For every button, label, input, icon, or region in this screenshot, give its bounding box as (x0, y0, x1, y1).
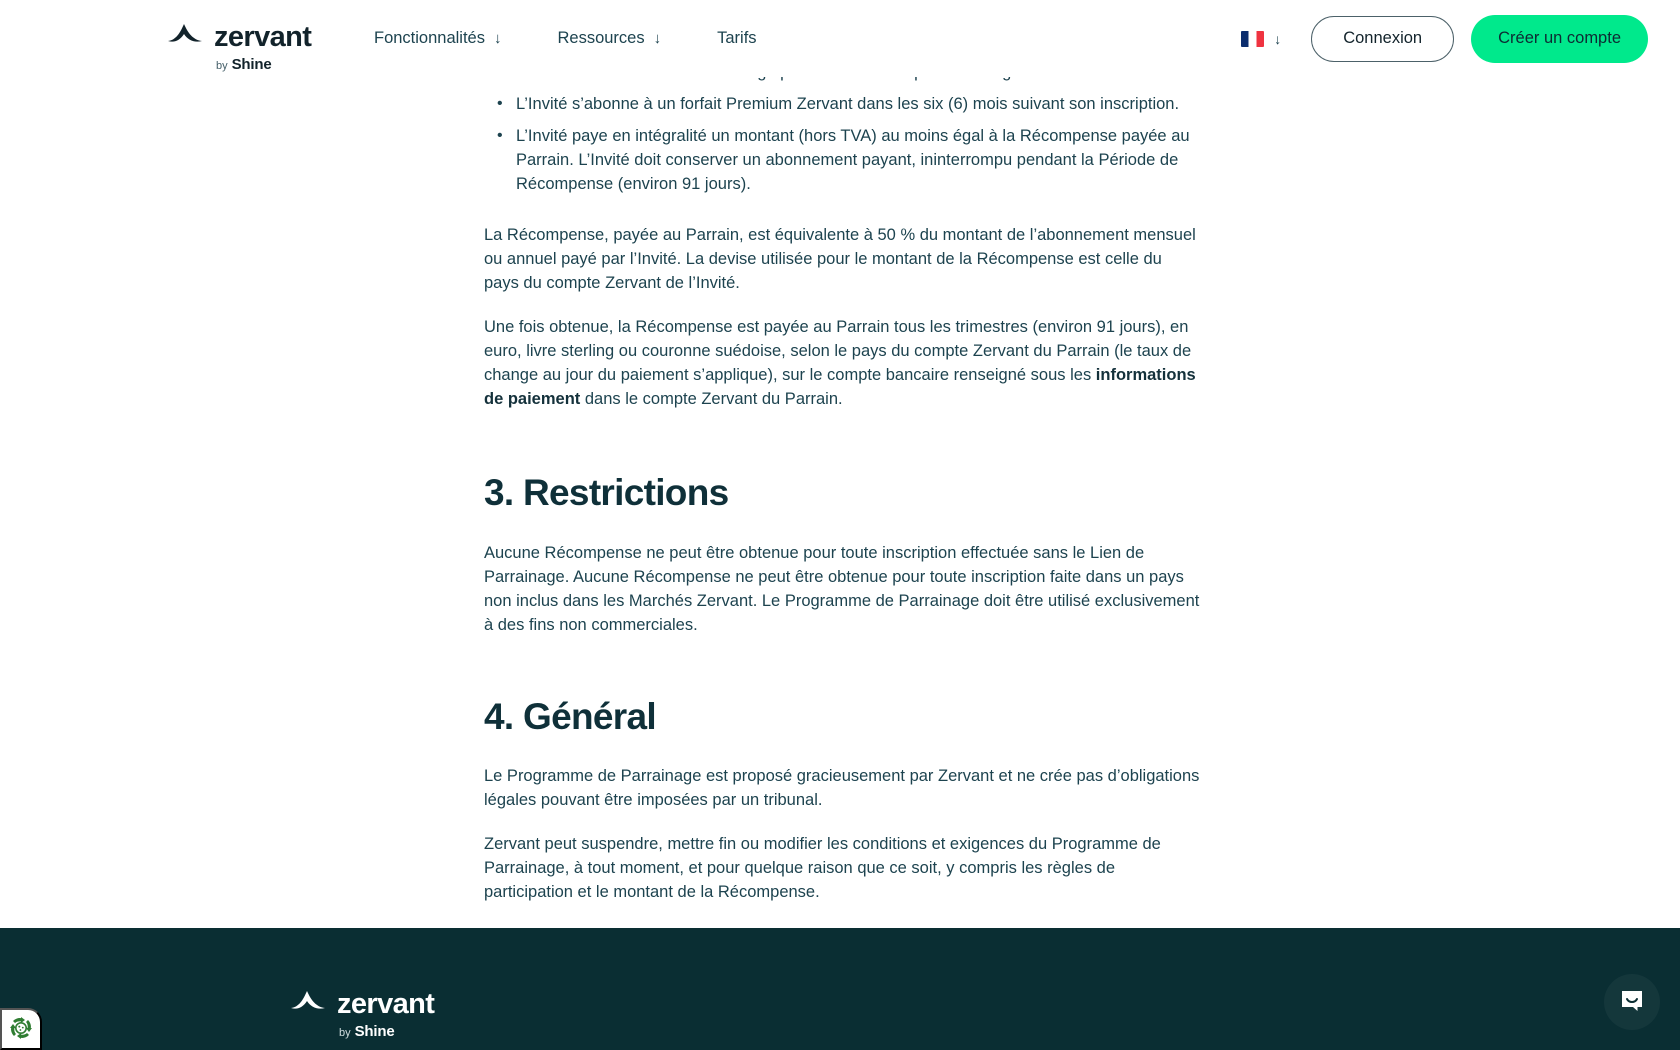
nav-label: Fonctionnalités (374, 29, 485, 47)
logo-wordmark: zervant (214, 21, 312, 53)
payout-text-post: dans le compte Zervant du Parrain. (580, 390, 843, 408)
chevron-down-icon: ↓ (1274, 30, 1282, 47)
section-title-general: 4. Général (484, 695, 656, 737)
site-header (0, 0, 1680, 77)
cookie-consent-icon (7, 1014, 35, 1045)
nav-label: Tarifs (717, 29, 757, 47)
paragraph-general-2: Zervant peut suspendre, mettre fin ou modifier les conditions et exigences du Programme de Parrainage, à tout moment, et pour quelque raison que ce soit, y compris les règles de participation et le montant de la Récompense. (484, 835, 1161, 902)
payout-text-pre: Une fois obtenue, la Récompense est payée au Parrain tous les trimestres (environ 91 jours), en euro, livre sterling ou couronne suédoise, selon le pays du compte Zervant du Parrain (le taux de change au jour du paiement s’applique), sur le compte bancaire renseigné sous les (484, 318, 1192, 384)
footer-logo-sub (339, 1023, 394, 1040)
paragraph-reward: La Récompense, payée au Parrain, est équivalente à 50 % du montant de l’abonnement mensuel ou annuel payé par l’Invité. La devise utilisée pour le montant de la Récompense est celle du pays du compte Zervant de l’Invité. (484, 226, 1196, 292)
header-actions (1241, 0, 1648, 77)
paragraph-payout (484, 315, 1200, 411)
conditions-list (484, 60, 1200, 196)
main-navigation (374, 0, 757, 77)
nav-label: Ressources (557, 29, 645, 47)
paragraph-restrictions: Aucune Récompense ne peut être obtenue pour toute inscription effectuée sans le Lien de Parrainage. Aucune Récompense ne peut être obtenue pour toute inscription faite dans un pays non inclus dans les Marchés Zervant. Le Programme de Parrainage doit être utilisé exclusivement à des fins non commerciales. (484, 543, 1200, 634)
footer-logo-zervant-by-shine[interactable] (289, 987, 434, 1040)
signup-button[interactable]: Créer un compte (1471, 15, 1648, 63)
chevron-down-icon: ↓ (653, 30, 662, 47)
zervant-mark-icon (166, 20, 208, 53)
section-title-restrictions: 3. Restrictions (484, 472, 729, 513)
footer-logo-parent-brand: Shine (354, 1023, 395, 1040)
paragraph-general-1: Le Programme de Parrainage est proposé gracieusement par Zervant et ne crée pas d’obligations légales pouvant être imposées par un tribunal. (484, 767, 1200, 810)
footer-logo-wordmark: zervant (337, 988, 435, 1020)
site-footer (0, 928, 1680, 1050)
logo-row (166, 20, 311, 53)
nav-item-tarifs[interactable] (717, 29, 756, 48)
logo-sub (216, 56, 271, 73)
footer-logo-by-label: by (339, 1027, 351, 1039)
chevron-down-icon: ↓ (493, 30, 502, 47)
nav-item-ressources[interactable] (557, 29, 661, 48)
cookie-consent-button[interactable] (0, 1008, 42, 1050)
list-item: • L’Invité paye en intégralité un montant (hors TVA) au moins égal à la Récompense payée au Parrain. L’Invité doit conserver un abonnement payant, ininterrompu pendant la Période de Récompense (environ 91 jours). (484, 124, 1200, 196)
footer-logo-row (289, 987, 434, 1020)
chat-bubble-icon (1619, 988, 1645, 1017)
payout-text-bold: informations de paiement (484, 366, 1196, 408)
logo-by-label: by (216, 60, 228, 72)
article-body (484, 60, 1200, 992)
logo-zervant-by-shine[interactable] (166, 20, 311, 73)
language-selector[interactable] (1241, 31, 1281, 47)
chat-widget-button[interactable] (1604, 974, 1660, 1030)
logo-parent-brand: Shine (231, 56, 272, 73)
zervant-mark-icon (289, 987, 331, 1020)
nav-item-fonctionnalites[interactable] (374, 29, 501, 48)
flag-france-icon (1241, 31, 1264, 47)
login-button[interactable]: Connexion (1311, 16, 1454, 62)
reward-paragraphs (484, 223, 1200, 411)
list-item: • L’Invité s’abonne à un forfait Premium Zervant dans les six (6) mois suivant son inscription. (484, 92, 1200, 116)
